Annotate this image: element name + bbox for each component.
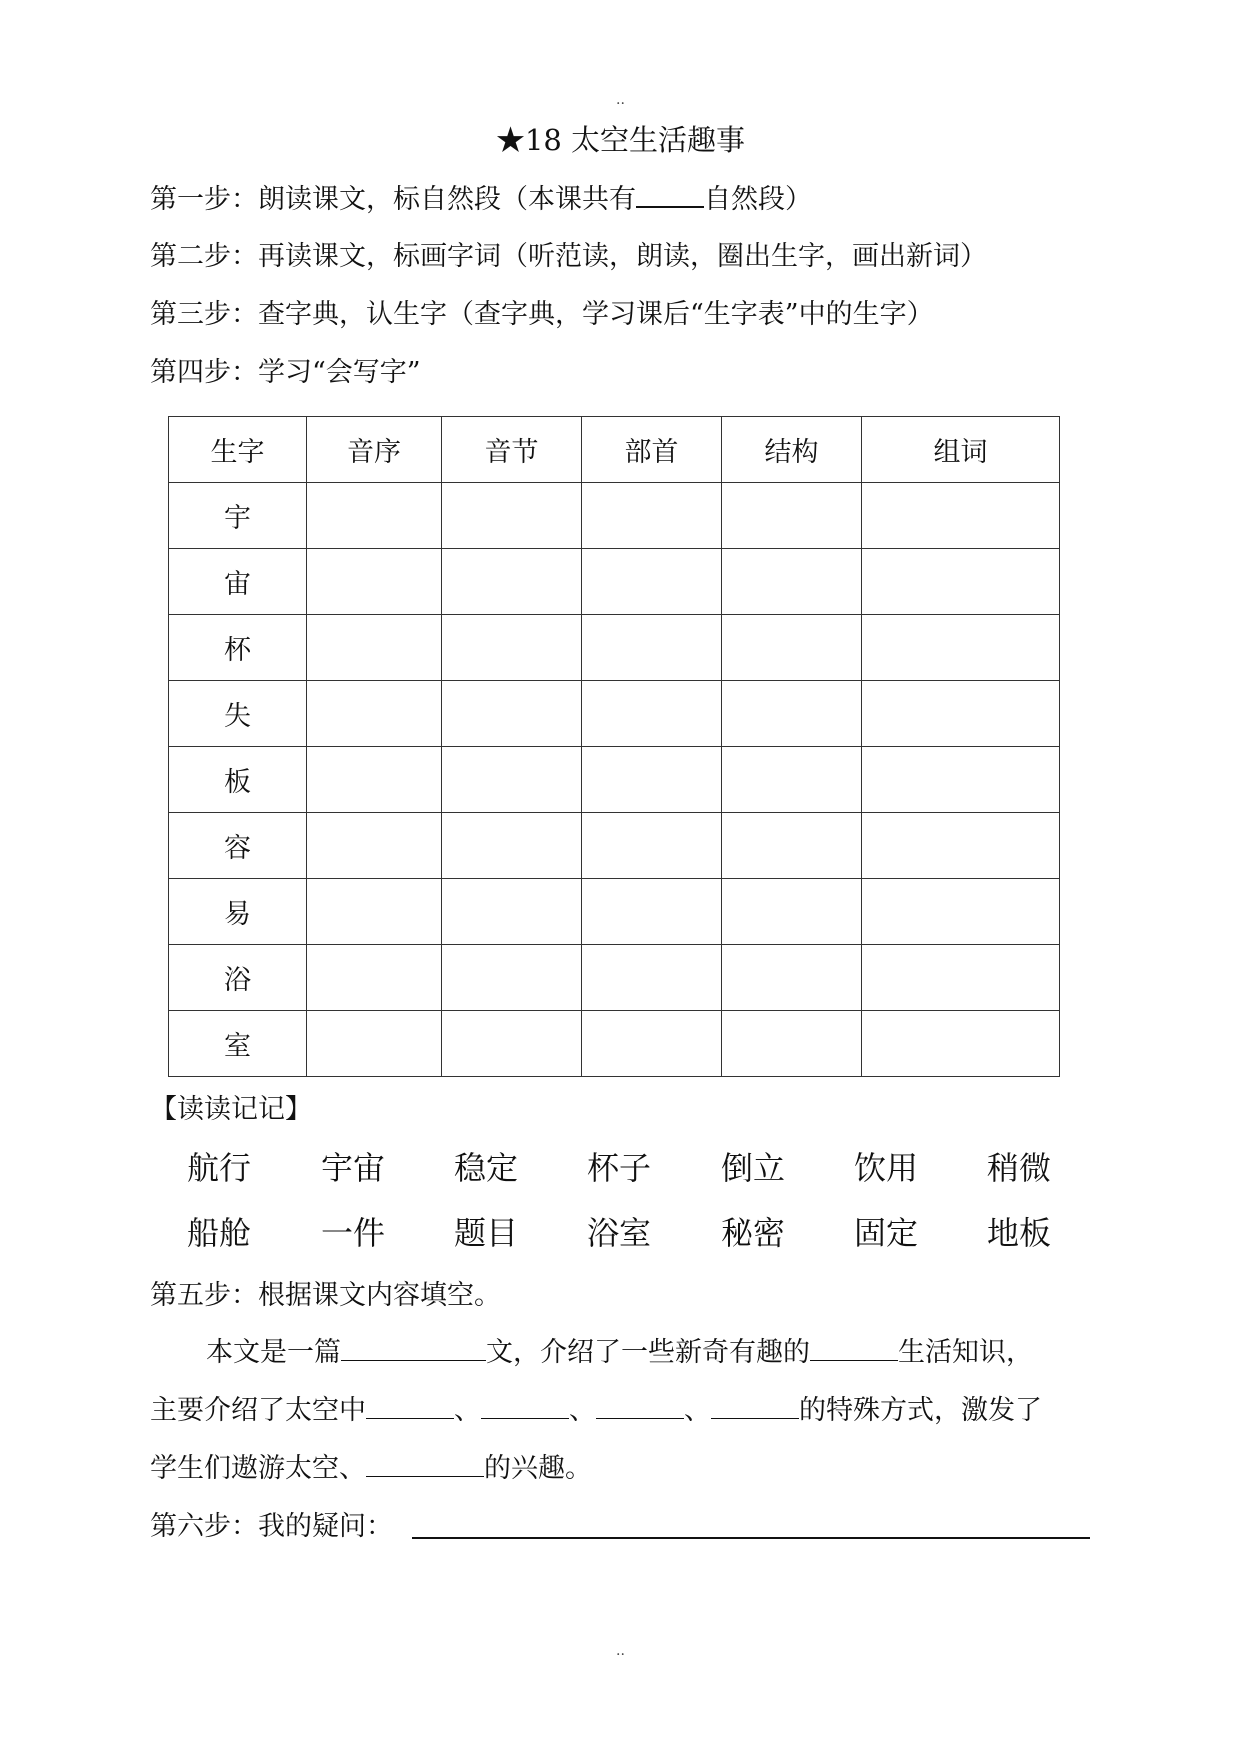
word: 船舱 <box>187 1214 252 1252</box>
fill-line-3 <box>150 1446 592 1485</box>
structure-cell[interactable] <box>722 549 862 615</box>
radical-cell[interactable] <box>582 879 722 945</box>
index-letter-cell[interactable] <box>307 681 442 747</box>
character-table <box>168 416 1060 1077</box>
life-knowledge-blank[interactable] <box>810 1334 898 1361</box>
pinyin-cell[interactable] <box>442 879 582 945</box>
page-title: ★18 太空生活趣事 <box>495 123 746 157</box>
word-cell[interactable] <box>862 747 1060 813</box>
table-row <box>169 615 1060 681</box>
footer-dots: .. <box>616 1643 625 1659</box>
structure-cell[interactable] <box>722 681 862 747</box>
table-header: 结构 <box>722 417 862 483</box>
table-header: 生字 <box>169 417 307 483</box>
table-row <box>169 945 1060 1011</box>
table-row <box>169 879 1060 945</box>
index-letter-cell[interactable] <box>307 945 442 1011</box>
word: 一件 <box>321 1214 386 1252</box>
radical-cell[interactable] <box>582 483 722 549</box>
character-cell: 浴 <box>169 945 307 1011</box>
word-cell[interactable] <box>862 879 1060 945</box>
word-cell[interactable] <box>862 945 1060 1011</box>
structure-cell[interactable] <box>722 615 862 681</box>
character-cell: 易 <box>169 879 307 945</box>
word: 稳定 <box>454 1149 519 1187</box>
pinyin-cell[interactable] <box>442 549 582 615</box>
genre-blank[interactable] <box>341 1334 486 1361</box>
pinyin-cell[interactable] <box>442 483 582 549</box>
character-cell: 容 <box>169 813 307 879</box>
separator: 、 <box>684 1395 711 1426</box>
word: 宇宙 <box>321 1149 386 1187</box>
pinyin-cell[interactable] <box>442 615 582 681</box>
step-1-text: 第一步：朗读课文，标自然段（本课共有 <box>150 184 636 215</box>
character-cell: 失 <box>169 681 307 747</box>
fill-text: 文，介绍了一些新奇有趣的 <box>486 1337 810 1368</box>
index-letter-cell[interactable] <box>307 483 442 549</box>
interest-blank[interactable] <box>366 1450 484 1477</box>
table-header: 音节 <box>442 417 582 483</box>
character-cell: 宇 <box>169 483 307 549</box>
index-letter-cell[interactable] <box>307 813 442 879</box>
table-header: 组词 <box>862 417 1060 483</box>
character-cell: 室 <box>169 1011 307 1077</box>
character-cell: 宙 <box>169 549 307 615</box>
table-row <box>169 483 1060 549</box>
separator: 、 <box>454 1395 481 1426</box>
method-blank-1[interactable] <box>366 1392 454 1419</box>
table-row <box>169 681 1060 747</box>
structure-cell[interactable] <box>722 1011 862 1077</box>
table-header-row <box>169 417 1060 483</box>
index-letter-cell[interactable] <box>307 747 442 813</box>
pinyin-cell[interactable] <box>442 945 582 1011</box>
radical-cell[interactable] <box>582 945 722 1011</box>
step-1 <box>150 177 812 216</box>
character-cell: 板 <box>169 747 307 813</box>
fill-text: 的特殊方式，激发了 <box>799 1395 1042 1426</box>
word: 稍微 <box>987 1149 1052 1187</box>
pinyin-cell[interactable] <box>442 681 582 747</box>
structure-cell[interactable] <box>722 813 862 879</box>
word: 固定 <box>854 1214 919 1252</box>
word: 浴室 <box>587 1214 652 1252</box>
radical-cell[interactable] <box>582 747 722 813</box>
reading-heading: 【读读记记】 <box>150 1094 312 1125</box>
word: 航行 <box>187 1149 252 1187</box>
index-letter-cell[interactable] <box>307 879 442 945</box>
word: 饮用 <box>854 1149 919 1187</box>
index-letter-cell[interactable] <box>307 615 442 681</box>
method-blank-3[interactable] <box>596 1392 684 1419</box>
word: 地板 <box>987 1214 1052 1252</box>
step-4: 第四步：学习“会写字” <box>150 357 421 388</box>
word-cell[interactable] <box>862 1011 1060 1077</box>
fill-text: 学生们遨游太空、 <box>150 1453 366 1484</box>
fill-line-2 <box>150 1388 1042 1427</box>
pinyin-cell[interactable] <box>442 747 582 813</box>
index-letter-cell[interactable] <box>307 549 442 615</box>
word: 秘密 <box>721 1214 786 1252</box>
structure-cell[interactable] <box>722 747 862 813</box>
word-cell[interactable] <box>862 615 1060 681</box>
fill-text: 生活知识， <box>898 1337 1033 1368</box>
fill-line-1 <box>206 1330 1033 1369</box>
fill-text: 的兴趣。 <box>484 1453 592 1484</box>
method-blank-2[interactable] <box>481 1392 569 1419</box>
word-cell[interactable] <box>862 813 1060 879</box>
radical-cell[interactable] <box>582 813 722 879</box>
structure-cell[interactable] <box>722 879 862 945</box>
table-row <box>169 549 1060 615</box>
table-header: 音序 <box>307 417 442 483</box>
question-answer-line[interactable] <box>412 1537 1090 1539</box>
character-cell: 杯 <box>169 615 307 681</box>
structure-cell[interactable] <box>722 945 862 1011</box>
fill-text: 主要介绍了太空中 <box>150 1395 366 1426</box>
word: 题目 <box>454 1214 519 1252</box>
step-6-label: 第六步：我的疑问： <box>150 1511 393 1542</box>
pinyin-cell[interactable] <box>442 1011 582 1077</box>
step-5-heading: 第五步：根据课文内容填空。 <box>150 1280 501 1311</box>
step-1-text-end: 自然段） <box>704 184 812 215</box>
table-row <box>169 813 1060 879</box>
table-row <box>169 1011 1060 1077</box>
radical-cell[interactable] <box>582 615 722 681</box>
radical-cell[interactable] <box>582 1011 722 1077</box>
word-cell[interactable] <box>862 681 1060 747</box>
index-letter-cell[interactable] <box>307 1011 442 1077</box>
radical-cell[interactable] <box>582 681 722 747</box>
table-row <box>169 747 1060 813</box>
table-header: 部首 <box>582 417 722 483</box>
fill-text: 本文是一篇 <box>206 1337 341 1368</box>
method-blank-4[interactable] <box>711 1392 799 1419</box>
step-2: 第二步：再读课文，标画字词（听范读，朗读，圈出生字，画出新词） <box>150 241 987 272</box>
separator: 、 <box>569 1395 596 1426</box>
header-dots: .. <box>616 92 625 108</box>
word: 倒立 <box>721 1149 786 1187</box>
word-cell[interactable] <box>862 483 1060 549</box>
step-3: 第三步：查字典，认生字（查字典，学习课后“生字表”中的生字） <box>150 299 934 330</box>
radical-cell[interactable] <box>582 549 722 615</box>
structure-cell[interactable] <box>722 483 862 549</box>
pinyin-cell[interactable] <box>442 813 582 879</box>
word-cell[interactable] <box>862 549 1060 615</box>
word: 杯子 <box>587 1149 652 1187</box>
paragraph-count-blank[interactable] <box>636 178 704 208</box>
